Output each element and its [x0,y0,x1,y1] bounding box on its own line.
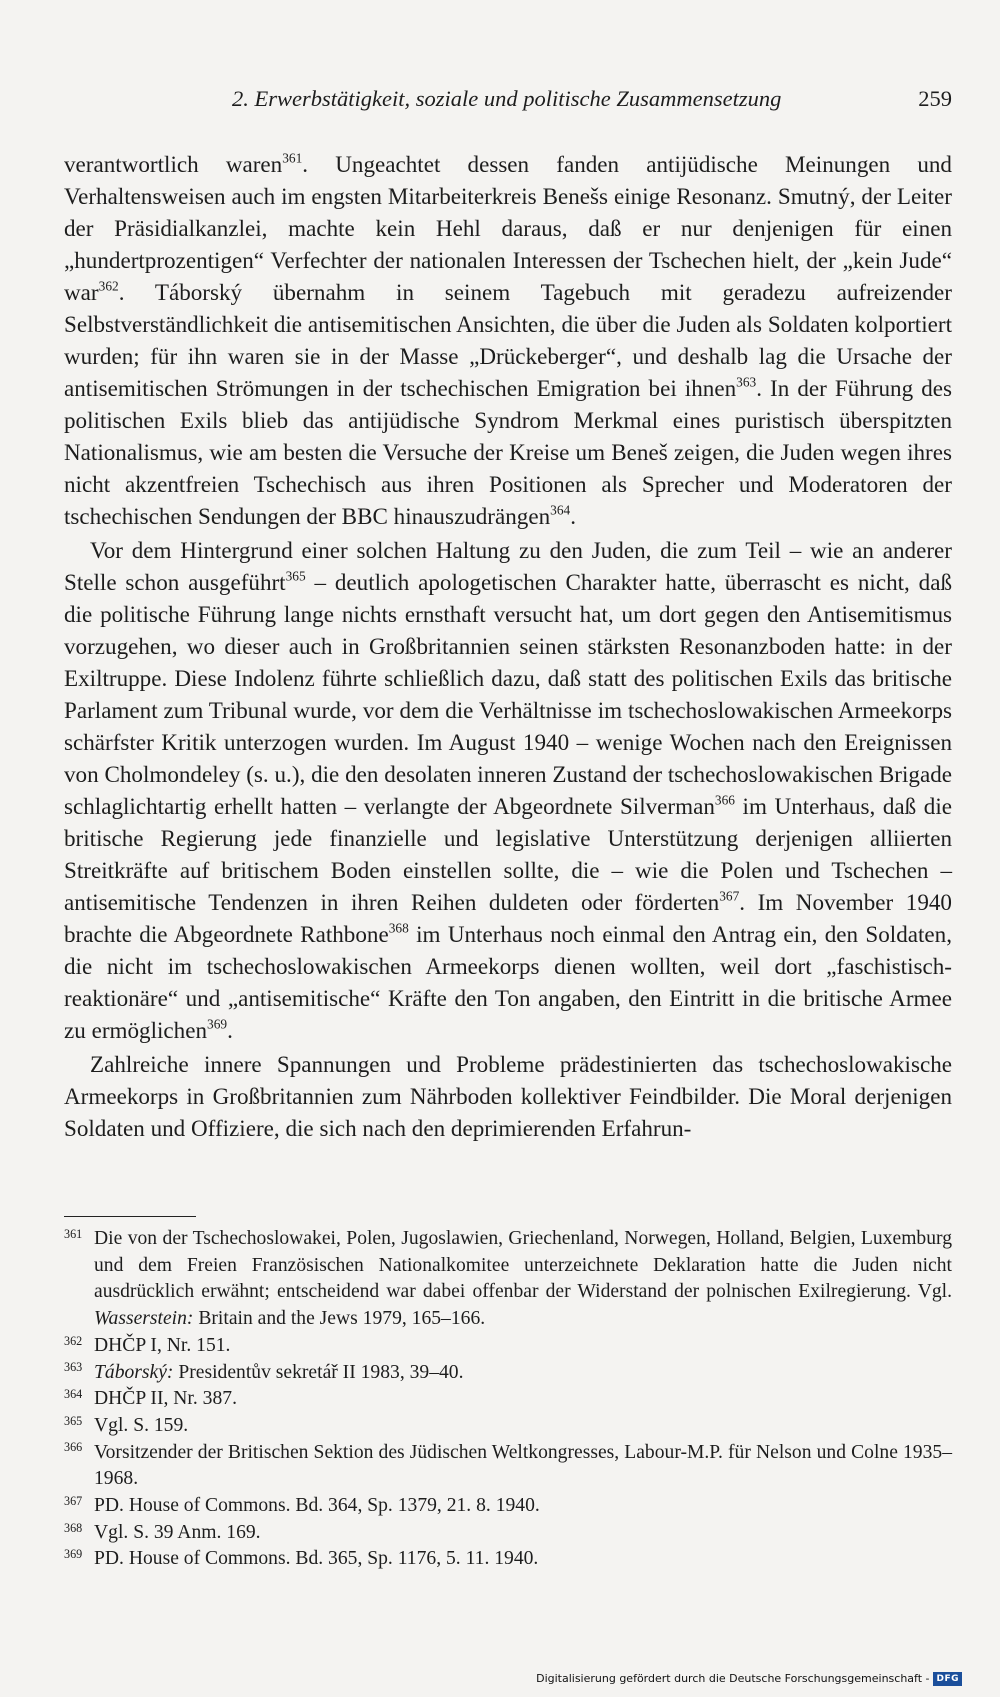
footnote-ref-368[interactable]: 368 [388,920,409,936]
dfg-logo-icon: DFG [933,1672,962,1686]
footnote-361: 361 Die von der Tschechoslowakei, Polen, Jugoslawien, Griechenland, Norwegen, Holland, Belgien, Luxemburg und dem Freien Französischen Nationalkomitee unterzeichnete Deklaration hatte die Juden nicht ausdrücklich erwähnt; entscheidend war dabei offenbar der Widerstand der polnischen Exilregierung. Vgl. Wasserstein: Britain and the Jews 1979, 165–166. [64,1226,952,1330]
footnote-ref-363[interactable]: 363 [736,374,757,390]
footnote-ref-369[interactable]: 369 [207,1016,228,1032]
footnote-363: 363 Táborský: Presidentův sekretář II 1983, 39–40. [64,1360,464,1383]
footnote-364: 364 DHČP II, Nr. 387. [64,1387,237,1410]
footnote-365: 365 Vgl. S. 159. [64,1413,189,1436]
footnote-ref-366[interactable]: 366 [714,792,735,808]
main-text [64,148,952,1144]
footnote-366: 366 Vorsitzender der Britischen Sektion des Jüdischen Weltkongresses, Labour-M.P. für Nelson und Colne 1935–1968. [64,1440,952,1490]
footnote-ref-362[interactable]: 362 [98,278,119,294]
page-number: 259 [918,86,952,111]
paragraph-3: Zahlreiche innere Spannungen und Probleme prädestinierten das tschechoslowakische Armeekorps in Großbritannien zum Nährboden kollektiver Feindbilder. Die Moral derjenigen Soldaten und Offiziere, die sich nach den deprimierenden Erfahrun- [64,1051,952,1141]
footnote-367: 367 PD. House of Commons. Bd. 364, Sp. 1379, 21. 8. 1940. [64,1493,540,1517]
footnote-ref-364[interactable]: 364 [550,502,571,518]
footnote-separator [64,1216,196,1217]
footnote-362: 362 DHČP I, Nr. 151. [64,1333,231,1356]
running-title: 2. Erwerbstätigkeit, soziale und politische Zusammensetzung [232,86,782,111]
paragraph-2: Vor dem Hintergrund einer solchen Haltung zu den Juden, die zum Teil – wie an anderer Stelle schon ausgeführt$^{365}$ – deutlich apologetischen Charakter hatte, überrascht es nicht, daß die politische Führung lange nichts ernsthaft versucht hat, um dort gegen den Antisemitismus vorzugehen, wo dieser auch in Großbritannien seinen stärksten Resonanzboden hatte: in der Exiltruppe. Diese Indolenz führte schließlich dazu, daß statt des politischen Exils das britische Parlament zum Tribunal wurde, vor dem die Verhältnisse im tschechoslowakischen Armeekorps schärfster Kritik unterzogen wurden. Im August 1940 – wenige Wochen nach den Ereignissen von Cholmondeley (s. u.), die den desolaten inneren Zustand der tschechoslowakischen Brigade schlaglichtartig erhellt hatten – verlangte der Abgeordnete Silverman$^{366}$ im Unterhaus, daß die britische Regierung jede finanzielle und legislative Unterstützung derjenigen alliierten Streitkräfte auf britischem Boden einstellen sollte, die – wie die Polen und Tschechen – antisemitische Tendenzen in ihren Reihen duldeten oder förderten$^{367}$. Im November 1940 brachte die Abgeordnete Rathbone$^{368}$ im Unterhaus noch einmal den Antrag ein, den Soldaten, die nicht im tschechoslowakischen Armeekorps dienen wollten, weil dort „faschistisch-reaktionäre“ und „antisemitische“ Kräfte den Ton angaben, den Eintritt in die britische Armee zu ermöglichen$^{369}$. [64,537,952,1043]
footnote-ref-367[interactable]: 367 [719,888,740,904]
page-header [64,86,952,118]
footnotes [64,1226,952,1573]
footnote-ref-365[interactable]: 365 [285,568,306,584]
digitization-credit: Digitalisierung gefördert durch die Deutsche Forschungsgemeinschaft - DFG [536,1671,962,1687]
footnote-ref-361[interactable]: 361 [282,150,303,166]
footnote-369: 369 PD. House of Commons. Bd. 365, Sp. 1176, 5. 11. 1940. [64,1547,539,1570]
paragraph-1: verantwortlich waren$^{361}$. Ungeachtet dessen fanden antijüdische Meinungen und Verhaltensweisen auch im engsten Mitarbeiterkreis Benešs einige Resonanz. Smutný, der Leiter der Präsidialkanzlei, machte kein Hehl daraus, daß er nur denjenigen für einen „hundertprozentigen“ Verfechter der nationalen Interessen der Tschechen hielt, der „kein Jude“ war$^{362}$. Táborský übernahm in seinem Tagebuch mit geradezu aufreizender Selbstverständlichkeit die antisemitischen Ansichten, die über die Juden als Soldaten kolportiert wurden; für ihn waren sie in der Masse „Drückeberger“, und deshalb lag die Ursache der antisemitischen Strömungen in der tschechischen Emigration bei ihnen$^{363}$. In der Führung des politischen Exils blieb das antijüdische Syndrom Merkmal eines puristisch überspitzten Nationalismus, wie am besten die Versuche der Kreise um Beneš zeigen, die Juden wegen ihres nicht akzentfreien Tschechisch aus ihren Positionen als Sprecher und Moderatoren der tschechischen Sendungen der BBC hinauszudrängen$^{364}$. [64,150,952,529]
footnote-368: 368 Vgl. S. 39 Anm. 169. [64,1520,261,1543]
